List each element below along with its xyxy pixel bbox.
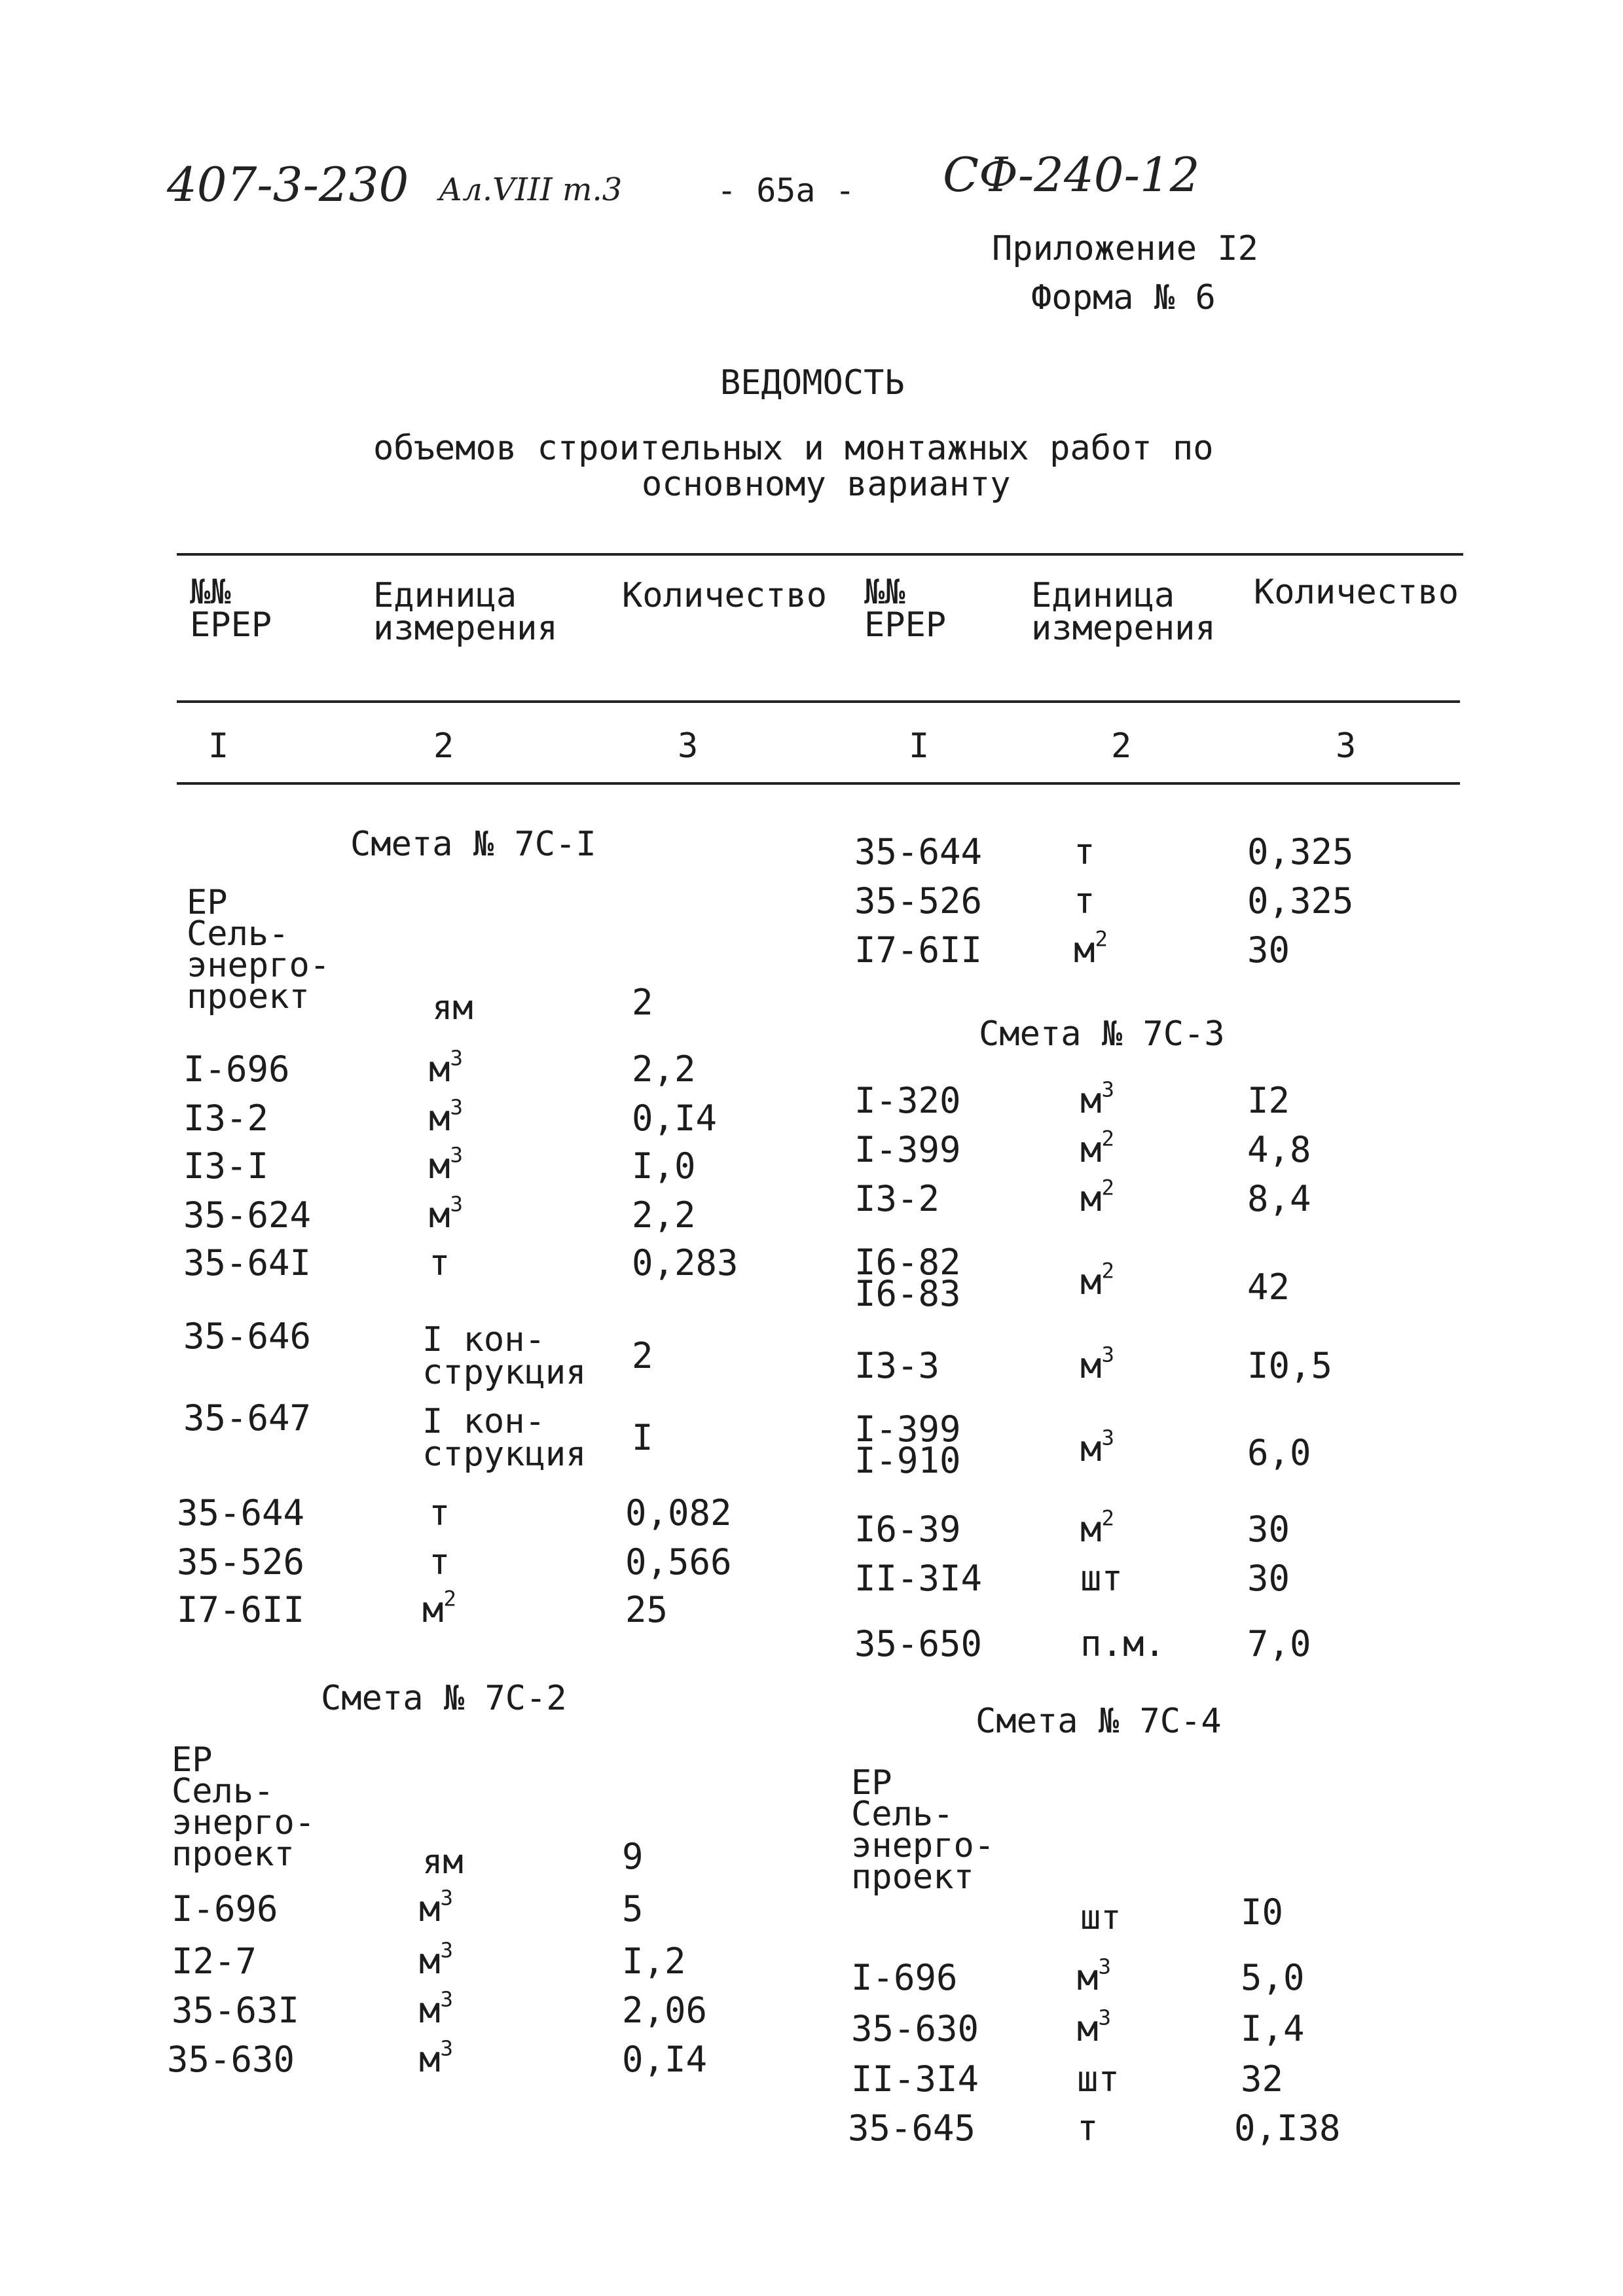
header-unit-right: Единица измерения <box>1031 576 1216 648</box>
row-code: I7-6II <box>854 929 983 971</box>
row-unit: $м^3$ <box>1080 1425 1115 1469</box>
row-code: II-3I4 <box>854 1558 983 1599</box>
row-unit: $м^3$ <box>429 1191 464 1236</box>
table-row <box>172 1937 761 1986</box>
row-qty: 4,8 <box>1247 1129 1311 1170</box>
row-code: 35-645 <box>848 2108 976 2149</box>
table-row <box>854 926 1444 975</box>
colnum-3-left: 3 <box>678 726 699 766</box>
smeta-7c-2-heading: Смета № 7С-2 <box>321 1679 567 1718</box>
row-code: 35-64I <box>183 1242 312 1283</box>
er4-qty: I0 <box>1241 1892 1284 1933</box>
table-row <box>854 1558 1444 1604</box>
er-selenergoproekt-2: ЕР Сель- энерго- проект <box>172 1740 316 1874</box>
row-qty: 30 <box>1247 929 1290 971</box>
page-subtitle-line1: объемов строительных и монтажных работ по <box>373 429 1214 468</box>
table-row <box>854 1408 1444 1492</box>
row-code: I-696 <box>851 1957 958 1998</box>
row-unit: $м^3$ <box>419 1937 454 1982</box>
table-row <box>854 1342 1444 1391</box>
page-subtitle-line2: основному варианту <box>642 465 1011 504</box>
row-unit: $м^3$ <box>1080 1077 1115 1121</box>
document-code: СФ-240-12 <box>943 147 1200 202</box>
table-row <box>851 2058 1440 2104</box>
table-row <box>167 2036 756 2085</box>
table-row <box>183 1142 773 1191</box>
row-code: I-399 <box>854 1129 961 1170</box>
row-qty: I2 <box>1247 1080 1290 1121</box>
row-code: I2-7 <box>172 1941 257 1982</box>
table-row <box>854 1175 1444 1224</box>
row-qty: 7,0 <box>1247 1623 1311 1664</box>
row-qty: I,2 <box>622 1941 686 1982</box>
page-title: ВЕДОМОСТЬ <box>720 363 905 403</box>
row-code: I3-2 <box>854 1178 940 1219</box>
row-unit: $м^3$ <box>419 2036 454 2080</box>
row-unit: т <box>429 1242 450 1283</box>
row-unit: $м^3$ <box>419 1986 454 2031</box>
smeta-7c-1-heading: Смета № 7С-I <box>350 825 596 864</box>
row-qty: 30 <box>1247 1509 1290 1550</box>
row-qty: 42 <box>1247 1266 1290 1308</box>
header-qty-right: Количество <box>1254 573 1459 612</box>
row-unit: $м^2$ <box>1080 1175 1115 1219</box>
smeta-7c-3-heading: Смета № 7С-3 <box>979 1014 1225 1054</box>
row-code: 35-650 <box>854 1623 983 1664</box>
table-row <box>854 1126 1444 1175</box>
row-code: 35-526 <box>177 1541 305 1583</box>
colnum-2-right: 2 <box>1111 726 1132 766</box>
row-code: 35-624 <box>183 1194 312 1236</box>
row-code: 35-630 <box>851 2008 979 2049</box>
table-row <box>183 1397 773 1476</box>
colnum-3-right: 3 <box>1336 726 1357 766</box>
table-row <box>183 1191 773 1240</box>
row-qty: 0,I4 <box>622 2039 708 2080</box>
row-code: I3-I <box>183 1145 269 1187</box>
table-row <box>183 1045 773 1094</box>
row-unit: $м^3$ <box>419 1885 454 1929</box>
colnum-1-left: I <box>208 726 229 766</box>
row-qty: 32 <box>1241 2058 1284 2100</box>
row-code: II-3I4 <box>851 2058 979 2100</box>
row-qty: 2,06 <box>622 1990 708 2031</box>
row-unit: $м^2$ <box>1074 926 1108 971</box>
row-qty: I0,5 <box>1247 1345 1333 1386</box>
row-qty: 2,2 <box>632 1194 696 1236</box>
header-unit-left: Единица измерения <box>373 576 558 648</box>
row-code: I6-39 <box>854 1509 961 1550</box>
er1-qty: 2 <box>632 982 653 1023</box>
row-qty: 30 <box>1247 1558 1290 1599</box>
page-number: - 65а - <box>717 171 855 209</box>
table-header-rule <box>177 700 1460 703</box>
row-code: 35-644 <box>854 831 983 872</box>
table-row <box>183 1316 773 1394</box>
row-unit: $м^2$ <box>1080 1505 1115 1550</box>
row-unit: т <box>429 1541 450 1583</box>
row-unit: $м^2$ <box>1080 1126 1115 1170</box>
row-unit: $м^3$ <box>1077 1954 1112 1998</box>
row-code: 35-647 <box>183 1397 312 1439</box>
table-row <box>848 2108 1437 2153</box>
row-qty: 2 <box>632 1335 653 1376</box>
row-code: I7-6II <box>177 1589 305 1630</box>
row-code: 35-63I <box>172 1990 300 2031</box>
row-unit: $м^3$ <box>429 1045 464 1090</box>
row-qty: 8,4 <box>1247 1178 1311 1219</box>
row-unit: $м^3$ <box>429 1094 464 1139</box>
table-row <box>172 1986 761 2036</box>
row-code: I3-3 <box>854 1345 940 1386</box>
row-unit: $м^2$ <box>1080 1258 1115 1302</box>
table-row <box>172 1885 761 1934</box>
er2-qty: 9 <box>622 1836 644 1877</box>
row-unit: I кон- струкция <box>422 1402 587 1474</box>
row-code: I-696 <box>172 1888 278 1929</box>
table-row <box>177 1541 766 1587</box>
table-row <box>854 1242 1444 1325</box>
er-selenergoproekt-4: ЕР Сель- энерго- проект <box>851 1763 995 1897</box>
form-label: Форма № 6 <box>1031 278 1216 317</box>
er4-unit: шт <box>1080 1898 1122 1937</box>
row-qty: I <box>632 1417 653 1458</box>
table-row <box>854 1077 1444 1126</box>
row-unit: шт <box>1077 2058 1120 2100</box>
table-row <box>183 1242 773 1288</box>
smeta-7c-4-heading: Смета № 7С-4 <box>976 1702 1222 1741</box>
er2-unit: ям <box>422 1842 464 1882</box>
row-qty: 0,325 <box>1247 831 1354 872</box>
table-row <box>177 1492 766 1538</box>
row-unit: $м^3$ <box>1077 2005 1112 2049</box>
row-unit: п.м. <box>1080 1623 1166 1664</box>
row-qty: I,0 <box>632 1145 696 1187</box>
row-qty: 0,325 <box>1247 880 1354 922</box>
colnum-2-left: 2 <box>433 726 454 766</box>
row-code: 35-646 <box>183 1316 312 1357</box>
row-code: 35-630 <box>167 2039 295 2080</box>
album-reference: Ал.VIII т.3 <box>439 171 623 208</box>
colnum-1-right: I <box>909 726 930 766</box>
appendix-label: Приложение I2 <box>992 229 1258 268</box>
row-unit: т <box>1074 831 1095 872</box>
table-row <box>851 1954 1440 2003</box>
row-qty: 0,I38 <box>1234 2108 1341 2149</box>
table-row <box>854 880 1444 926</box>
row-code: 35-644 <box>177 1492 305 1534</box>
row-qty: 5,0 <box>1241 1957 1305 1998</box>
table-row <box>851 2005 1440 2054</box>
row-code: I-399 I-910 <box>854 1408 961 1481</box>
row-code: I-320 <box>854 1080 961 1121</box>
table-row <box>183 1094 773 1143</box>
row-unit: $м^2$ <box>422 1586 457 1630</box>
table-row <box>854 831 1444 877</box>
header-qty-left: Количество <box>622 576 828 615</box>
row-code: I-696 <box>183 1049 290 1090</box>
row-unit: т <box>1074 880 1095 922</box>
er1-unit: ям <box>432 988 473 1028</box>
row-unit: шт <box>1080 1558 1123 1599</box>
row-qty: 0,082 <box>625 1492 732 1534</box>
row-code: I6-82 I6-83 <box>854 1242 961 1314</box>
row-code: I3-2 <box>183 1098 269 1139</box>
row-qty: 5 <box>622 1888 644 1929</box>
er-selenergoproekt-1: ЕР Сель- энерго- проект <box>187 883 331 1016</box>
row-qty: 25 <box>625 1589 668 1630</box>
row-unit: I кон- струкция <box>422 1320 587 1392</box>
document-number: 407-3-230 <box>167 157 409 212</box>
table-row <box>854 1505 1444 1554</box>
row-qty: 0,566 <box>625 1541 732 1583</box>
row-qty: 2,2 <box>632 1049 696 1090</box>
row-unit: $м^3$ <box>1080 1342 1115 1386</box>
table-colnum-rule <box>177 782 1460 785</box>
header-er-right: №№ ЕРЕР <box>864 573 947 645</box>
row-qty: 6,0 <box>1247 1432 1311 1473</box>
table-row <box>177 1586 766 1635</box>
header-er-left: №№ ЕРЕР <box>190 573 272 645</box>
row-qty: 0,I4 <box>632 1098 718 1139</box>
table-row <box>854 1623 1444 1669</box>
row-qty: I,4 <box>1241 2008 1305 2049</box>
row-unit: т <box>1077 2108 1099 2149</box>
row-code: 35-526 <box>854 880 983 922</box>
row-unit: т <box>429 1492 450 1534</box>
row-unit: $м^3$ <box>429 1142 464 1187</box>
row-qty: 0,283 <box>632 1242 739 1283</box>
table-top-rule <box>177 553 1463 556</box>
